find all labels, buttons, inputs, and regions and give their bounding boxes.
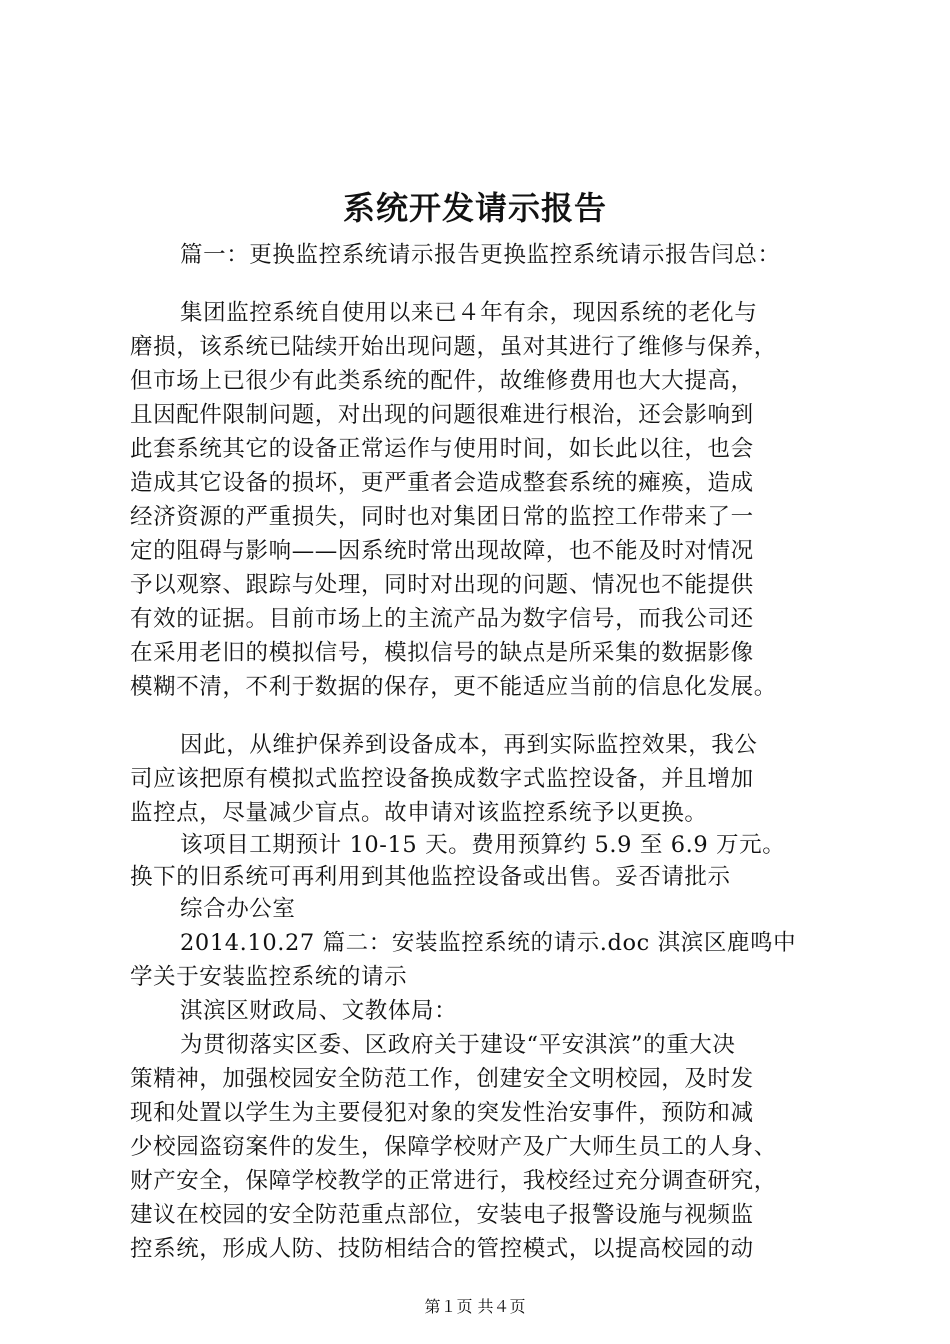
paragraph-line: 财产安全，保障学校教学的正常进行，我校经过充分调查研究， xyxy=(130,1168,777,1194)
paragraph-line: 监控点，尽量减少盲点。故申请对该监控系统予以更换。 xyxy=(130,800,708,826)
paragraph-line: 予以观察、跟踪与处理，同时对出现的问题、情况也不能提供 xyxy=(130,572,754,598)
paragraph-line: 集团监控系统自使用以来已４年有余，现因系统的老化与 xyxy=(180,300,758,326)
paragraph-line: 定的阻碍与影响——因系统时常出现故障，也不能及时对情况 xyxy=(130,538,754,564)
paragraph-line: 且因配件限制问题，对出现的问题很难进行根治，还会影响到 xyxy=(130,402,754,428)
paragraph-line: 学关于安装监控系统的请示 xyxy=(130,964,408,990)
paragraph-line: 经济资源的严重损失，同时也对集团日常的监控工作带来了一 xyxy=(130,504,754,530)
paragraph-line: 但市场上已很少有此类系统的配件，故维修费用也大大提高， xyxy=(130,368,754,394)
paragraph-line: 少校园盗窃案件的发生，保障学校财产及广大师生员工的人身、 xyxy=(130,1134,777,1160)
paragraph-line: 换下的旧系统可再利用到其他监控设备或出售。妥否请批示 xyxy=(130,864,731,890)
paragraph-line: 因此，从维护保养到设备成本，再到实际监控效果，我公 xyxy=(180,732,758,758)
paragraph-line: 该项目工期预计 10-15 天。费用预算约 5.9 至 6.9 万元。 xyxy=(180,832,786,858)
intro-line: 篇一：更换监控系统请示报告更换监控系统请示报告闫总： xyxy=(180,242,781,268)
paragraph-line: 模糊不清，不利于数据的保存，更不能适应当前的信息化发展。 xyxy=(130,674,777,700)
addressee-line: 淇滨区财政局、文教体局： xyxy=(180,998,458,1024)
paragraph-line: 现和处置以学生为主要侵犯对象的突发性治安事件，预防和减 xyxy=(130,1100,754,1126)
paragraph-line: 磨损，该系统已陆续开始出现问题，虽对其进行了维修与保养， xyxy=(130,334,777,360)
paragraph-line: 有效的证据。目前市场上的主流产品为数字信号，而我公司还 xyxy=(130,606,754,632)
paragraph-line: 司应该把原有模拟式监控设备换成数字式监控设备，并且增加 xyxy=(130,766,754,792)
paragraph-line: 此套系统其它的设备正常运作与使用时间，如长此以往，也会 xyxy=(130,436,754,462)
paragraph-line: 建议在校园的安全防范重点部位，安装电子报警设施与视频监 xyxy=(130,1202,754,1228)
paragraph-line: 2014.10.27 篇二：安装监控系统的请示.doc 淇滨区鹿鸣中 xyxy=(180,930,797,956)
paragraph-line: 策精神，加强校园安全防范工作，创建安全文明校园，及时发 xyxy=(130,1066,754,1092)
paragraph-line: 为贯彻落实区委、区政府关于建设“平安淇滨”的重大决 xyxy=(180,1032,736,1058)
paragraph-line: 在采用老旧的模拟信号，模拟信号的缺点是所采集的数据影像 xyxy=(130,640,754,666)
signature-line: 综合办公室 xyxy=(180,896,296,922)
paragraph-line: 造成其它设备的损坏，更严重者会造成整套系统的瘫痪，造成 xyxy=(130,470,754,496)
document-title: 系统开发请示报告 xyxy=(342,189,607,227)
paragraph-line: 控系统，形成人防、技防相结合的管控模式，以提高校园的动 xyxy=(130,1236,754,1262)
page-number: 第１页 共４页 xyxy=(424,1297,526,1316)
